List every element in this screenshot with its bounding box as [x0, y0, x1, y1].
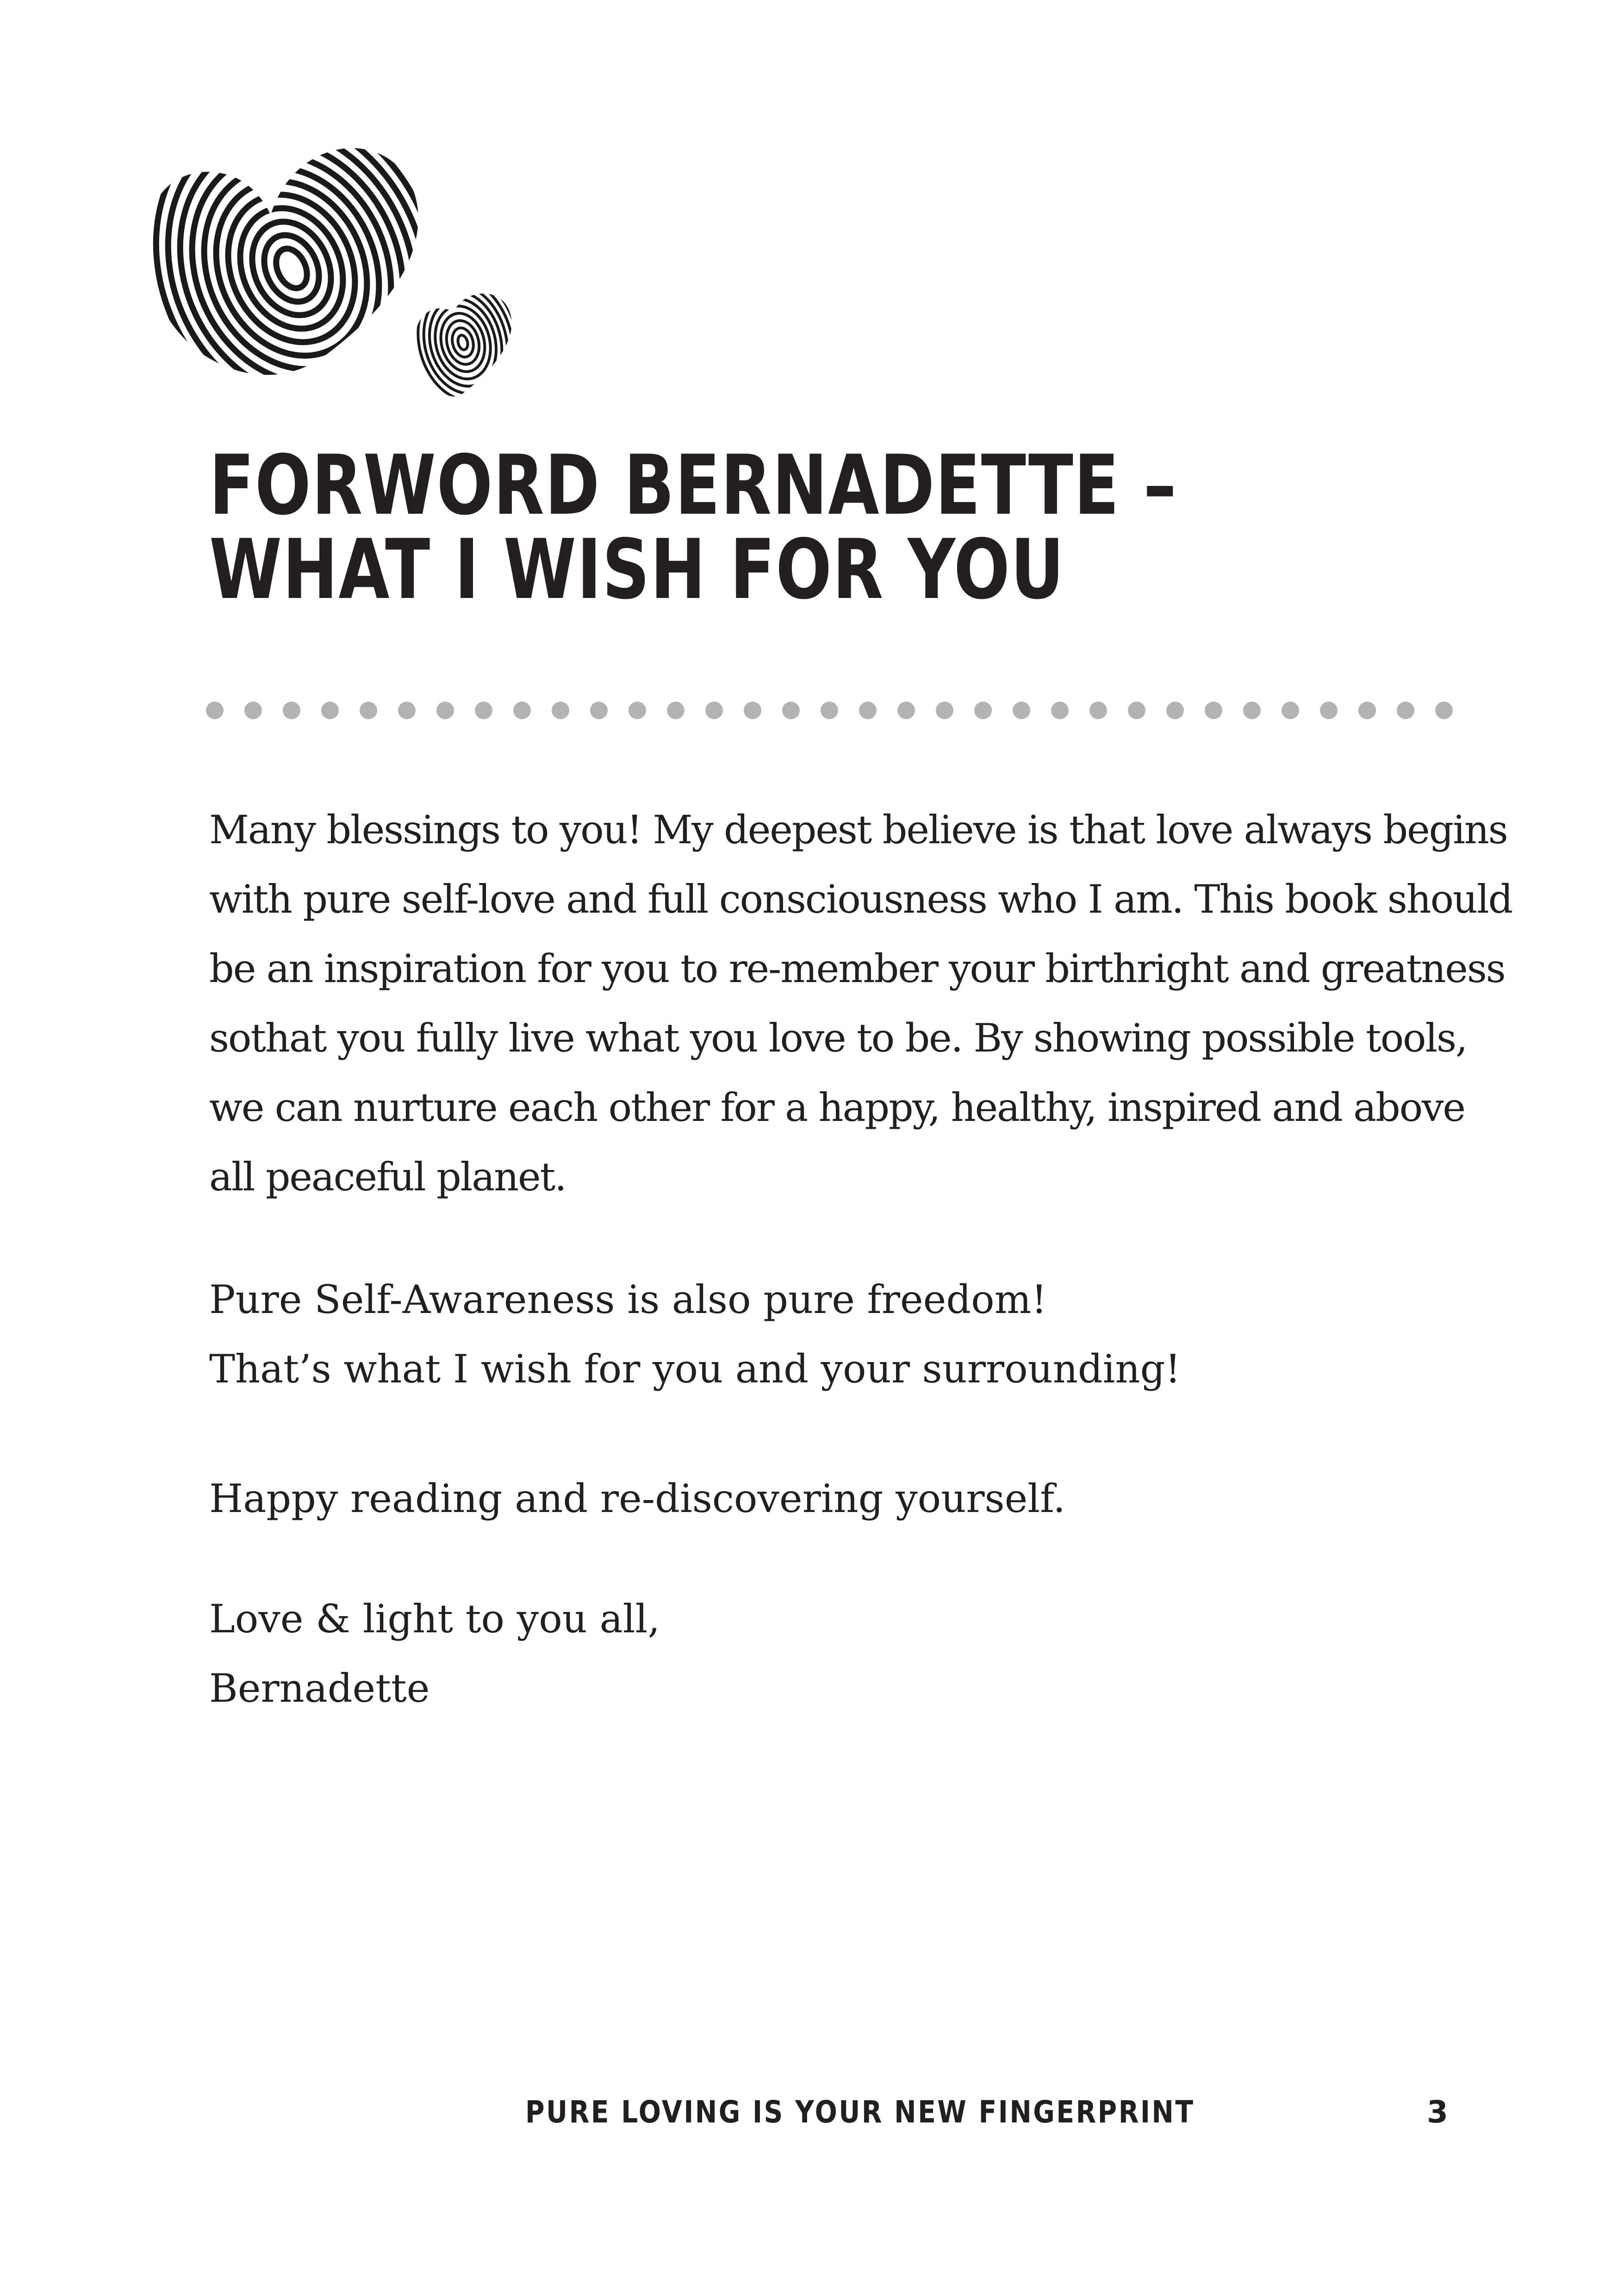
divider-dot: [629, 702, 646, 719]
divider-dot: [821, 702, 838, 719]
divider-dot: [321, 702, 339, 719]
paragraph-intro: [209, 795, 1512, 1212]
fingerprint-hearts: [139, 134, 555, 403]
divider-dot: [782, 702, 800, 719]
title-line-1: FORWORD BERNADETTE –: [209, 437, 1177, 533]
paragraph-freedom: [209, 1265, 1181, 1404]
divider-dot: [436, 702, 454, 719]
dotted-divider-dots: [204, 697, 1453, 724]
closing-line: Love & light to you all,: [209, 1596, 660, 1642]
paragraph-line: That’s what I wish for you and your surrounding!: [209, 1346, 1181, 1392]
paragraph-line: Many blessings to you! My deepest believe is that love always begins: [209, 807, 1507, 852]
divider-dot: [705, 702, 723, 719]
divider-dot: [1128, 702, 1145, 719]
divider-dot: [859, 702, 877, 719]
paragraph-line: Pure Self-Awareness is also pure freedom!: [209, 1277, 1047, 1322]
divider-dot: [1397, 702, 1414, 719]
divider-dot: [1051, 702, 1069, 719]
divider-dot: [744, 702, 761, 719]
divider-dot: [513, 702, 531, 719]
fingerprint-heart-icons: [139, 134, 555, 403]
divider-dot: [936, 702, 953, 719]
paragraph-line: sothat you fully live what you love to be. By showing possible tools,: [209, 1015, 1467, 1061]
divider-dot: [206, 702, 224, 719]
divider-dot: [244, 702, 262, 719]
divider-dot: [1013, 702, 1030, 719]
divider-dot: [974, 702, 992, 719]
divider-dot: [1166, 702, 1184, 719]
paragraph-line: be an inspiration for you to re-member your birthright and greatness: [209, 946, 1505, 991]
page-title: [209, 437, 1209, 617]
divider-dot: [1435, 702, 1453, 719]
divider-dot: [1320, 702, 1338, 719]
paragraph-line: all peaceful planet.: [209, 1154, 566, 1200]
author-name: Bernadette: [209, 1666, 430, 1711]
fingerprint-heart-small-icon: [391, 257, 535, 403]
divider-dot: [1358, 702, 1376, 719]
dotted-divider: [204, 697, 1453, 724]
fingerprint-heart-icon: [139, 134, 509, 403]
paragraph-happy-reading: [209, 1464, 1065, 1533]
divider-dot: [283, 702, 300, 719]
divider-dot: [1243, 702, 1261, 719]
paragraph-line: Happy reading and re-discovering yourself.: [209, 1476, 1065, 1521]
divider-dot: [590, 702, 608, 719]
closing-signature: [209, 1584, 660, 1723]
divider-dot: [1089, 702, 1107, 719]
divider-dot: [897, 702, 915, 719]
footer-book-title: PURE LOVING IS YOUR NEW FINGERPRINT: [525, 2094, 1195, 2130]
divider-dot: [398, 702, 416, 719]
divider-dot: [1282, 702, 1299, 719]
divider-dot: [552, 702, 569, 719]
divider-dot: [360, 702, 377, 719]
divider-dot: [667, 702, 685, 719]
divider-dot: [475, 702, 492, 719]
page-number: 3: [1427, 2094, 1448, 2130]
title-line-2: WHAT I WISH FOR YOU: [209, 522, 1065, 617]
paragraph-line: we can nurture each other for a happy, healthy, inspired and above: [209, 1085, 1465, 1130]
paragraph-line: with pure self-love and full consciousness who I am. This book should: [209, 877, 1512, 922]
divider-dot: [1205, 702, 1222, 719]
